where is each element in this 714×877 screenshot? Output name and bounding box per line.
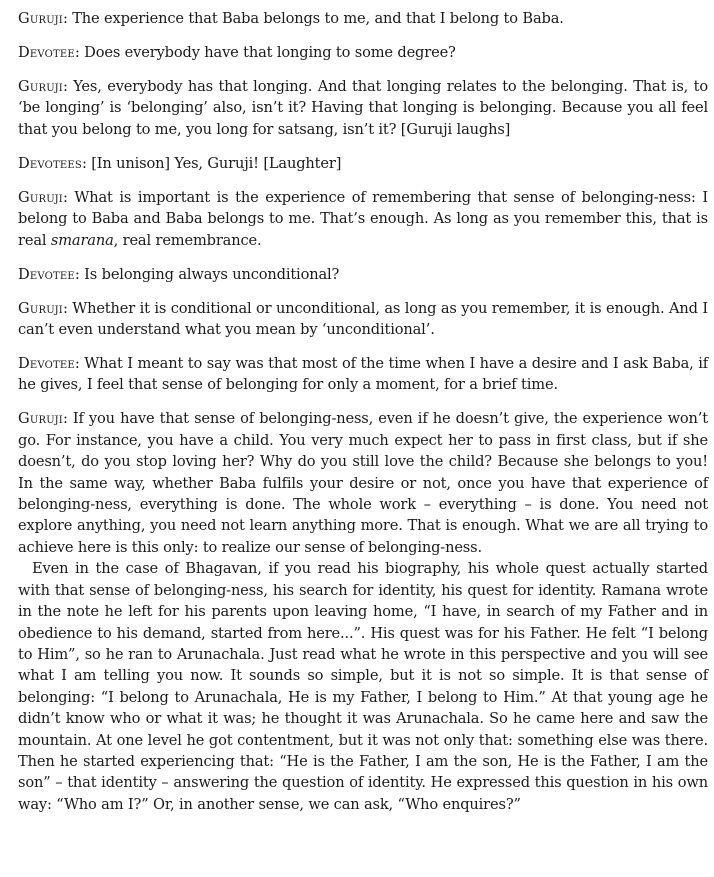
speaker-name: Guruji (18, 299, 63, 317)
dialogue-paragraph (18, 8, 708, 29)
dialogue-paragraph (18, 264, 708, 285)
dialogue-paragraph (18, 187, 708, 251)
speaker-name: Guruji (18, 78, 63, 95)
dialogue-text: : What is important is the experience of remembering that sense of belonging-ness: I belong to Baba and Baba belongs to me. That’s enough. As long as you remember this, that is real (18, 188, 708, 249)
dialogue-text: : Yes, everybody has that longing. And that longing relates to the belonging. That is, to ‘be longing’ is ‘belonging’ also, isn’t it? Having that longing is belonging. Because you all feel that you belong to me, you long for satsang, isn’t it? [Guruji laughs] (18, 78, 708, 138)
dialogue-paragraph (18, 408, 708, 558)
speaker-name: Guruji (18, 188, 63, 206)
dialogue-paragraph (18, 153, 708, 174)
dialogue-text: : What I meant to say was that most of the time when I have a desire and I ask Baba, if he gives, I feel that sense of belonging for only a moment, for a brief time. (18, 355, 708, 394)
speaker-name: Devotee (18, 44, 75, 61)
dialogue-text: , real remembrance. (113, 231, 262, 249)
dialogue-text: : If you have that sense of belonging-ness, even if he doesn’t give, the experience won’t go. For instance, you have a child. You very much expect her to pass in first class, but if she doesn’t, do you stop loving her? Why do you still love the child? Because she belongs to you! In the same way, whether Baba fulfils your desire or not, once you have that experience of belonging-ness, everything is done. The whole work – everything – is done. You need not explore anything, you need not learn anything more. That is enough. What we are all trying to achieve here is this only: to realize our sense of belonging-ness. (18, 410, 708, 556)
dialogue-text: : [In unison] Yes, Guruji! [Laughter] (81, 154, 342, 172)
dialogue-text: : Whether it is conditional or unconditional, as long as you remember, it is enough. And I can’t even understand what you mean by ‘unconditional’. (18, 299, 708, 339)
speaker-name: Devotees (18, 154, 82, 172)
dialogue-text: : Does everybody have that longing to some degree? (74, 44, 456, 61)
speaker-name: Devotee (18, 265, 75, 283)
dialogue-paragraph (18, 353, 708, 396)
dialogue-text: : Is belonging always unconditional? (74, 265, 340, 283)
speaker-name: Guruji (18, 10, 63, 27)
document-page (18, 8, 708, 815)
dialogue-text: : The experience that Baba belongs to me, and that I belong to Baba. (62, 10, 564, 27)
emphasis-term: smarana (50, 231, 114, 249)
speaker-name: Devotee (18, 355, 75, 373)
dialogue-paragraph (18, 42, 708, 63)
speaker-name: Guruji (18, 410, 63, 428)
continuation-paragraph: Even in the case of Bhagavan, if you read his biography, his whole quest actually started with that sense of belonging-ness, his search for identity, his quest for identity. Ramana wrote in the note he left for his parents upon leaving home, “I have, in search of my Father and in obedience to his demand, started from here...”. His quest was for his Father. He felt “I belong to Him”, so he ran to Arunachala. Just read what he wrote in this perspective and you will see what I am telling you now. It sounds so simple, but it is not so simple. It is that sense of belonging: “I belong to Arunachala, He is my Father, I belong to Him.” At that young age he didn’t know who or what it was; he thought it was Arunachala. So he came here and saw the mountain. At one level he got contentment, but it was not only that: something else was there. Then he started experiencing that: “He is the Father, I am the son, He is the Father, I am the son” – that identity – answering the question of identity. He expressed this question in his own way: “Who am I?” Or, in another sense, we can ask, “Who enquires?” (18, 560, 708, 813)
dialogue-paragraph (18, 298, 708, 341)
dialogue-paragraph (18, 76, 708, 140)
